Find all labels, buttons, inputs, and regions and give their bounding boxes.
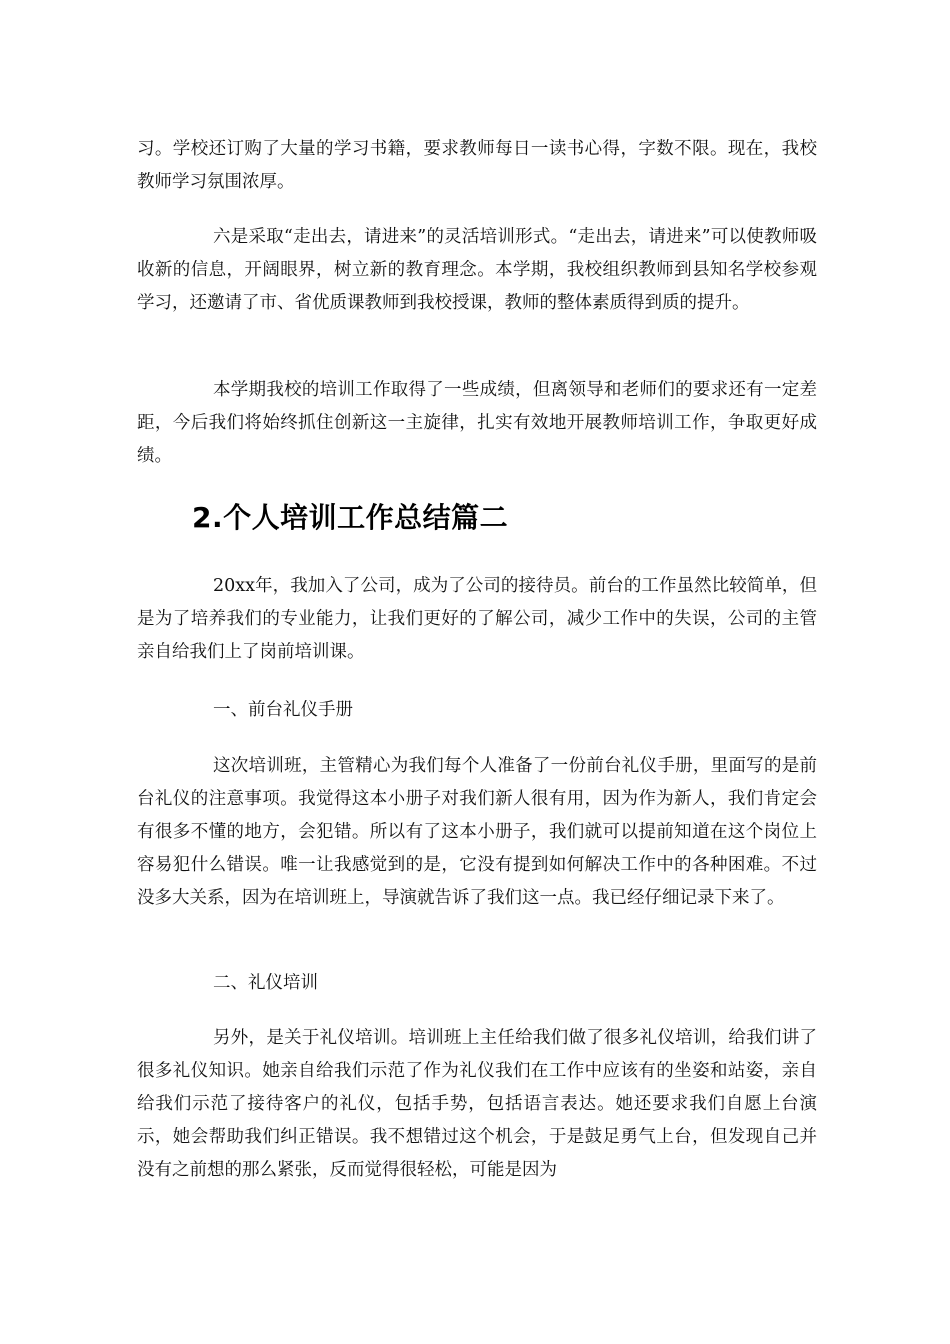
paragraph-training-form: 六是采取“走出去，请进来”的灵活培训形式。“走出去，请进来”可以使教师吸收新的信息，开阔眼界，树立新的教育理念。本学期，我校组织教师到县知名学校参观学习，还邀请了市、省优质课教师到我校授课，教师的整体素质得到质的提升。 — [137, 227, 817, 313]
paragraph-semester-summary: 本学期我校的培训工作取得了一些成绩，但离领导和老师们的要求还有一定差距，今后我们将始终抓住创新这一主旋律，扎实有效地开展教师培训工作，争取更好成绩。 — [137, 380, 817, 466]
paragraph-study-atmosphere: 习。学校还订购了大量的学习书籍，要求教师每日一读书心得，字数不限。现在，我校教师学习氛围浓厚。 — [137, 139, 817, 192]
paragraph-etiquette-training-details: 另外，是关于礼仪培训。培训班上主任给我们做了很多礼仪培训，给我们讲了很多礼仪知识。她亲自给我们示范了作为礼仪我们在工作中应该有的坐姿和站姿，亲自给我们示范了接待客户的礼仪，包括手势，包括语言表达。她还要求我们自愿上台演示，她会帮助我们纠正错误。我不想错过这个机会，于是鼓足勇气上台，但发现自己并没有之前想的那么紧张，反而觉得很轻松，可能是因为 — [137, 1028, 817, 1180]
paragraph-joining-company: 20xx年，我加入了公司，成为了公司的接待员。前台的工作虽然比较简单，但是为了培养我们的专业能力，让我们更好的了解公司，减少工作中的失误，公司的主管亲自给我们上了岗前培训课。 — [137, 576, 817, 662]
section-heading: 2.个人培训工作总结篇二 — [192, 501, 509, 534]
paragraph-handbook-details: 这次培训班，主管精心为我们每个人准备了一份前台礼仪手册，里面写的是前台礼仪的注意事项。我觉得这本小册子对我们新人很有用，因为作为新人，我们肯定会有很多不懂的地方，会犯错。所以有了这本小册子，我们就可以提前知道在这个岗位上容易犯什么错误。唯一让我感觉到的是，它没有提到如何解决工作中的各种困难。不过没多大关系，因为在培训班上，导演就告诉了我们这一点。我已经仔细记录下来了。 — [137, 756, 817, 908]
subheading-etiquette-training: 二、礼仪培训 — [213, 973, 318, 993]
subheading-etiquette-handbook: 一、前台礼仪手册 — [213, 700, 353, 720]
